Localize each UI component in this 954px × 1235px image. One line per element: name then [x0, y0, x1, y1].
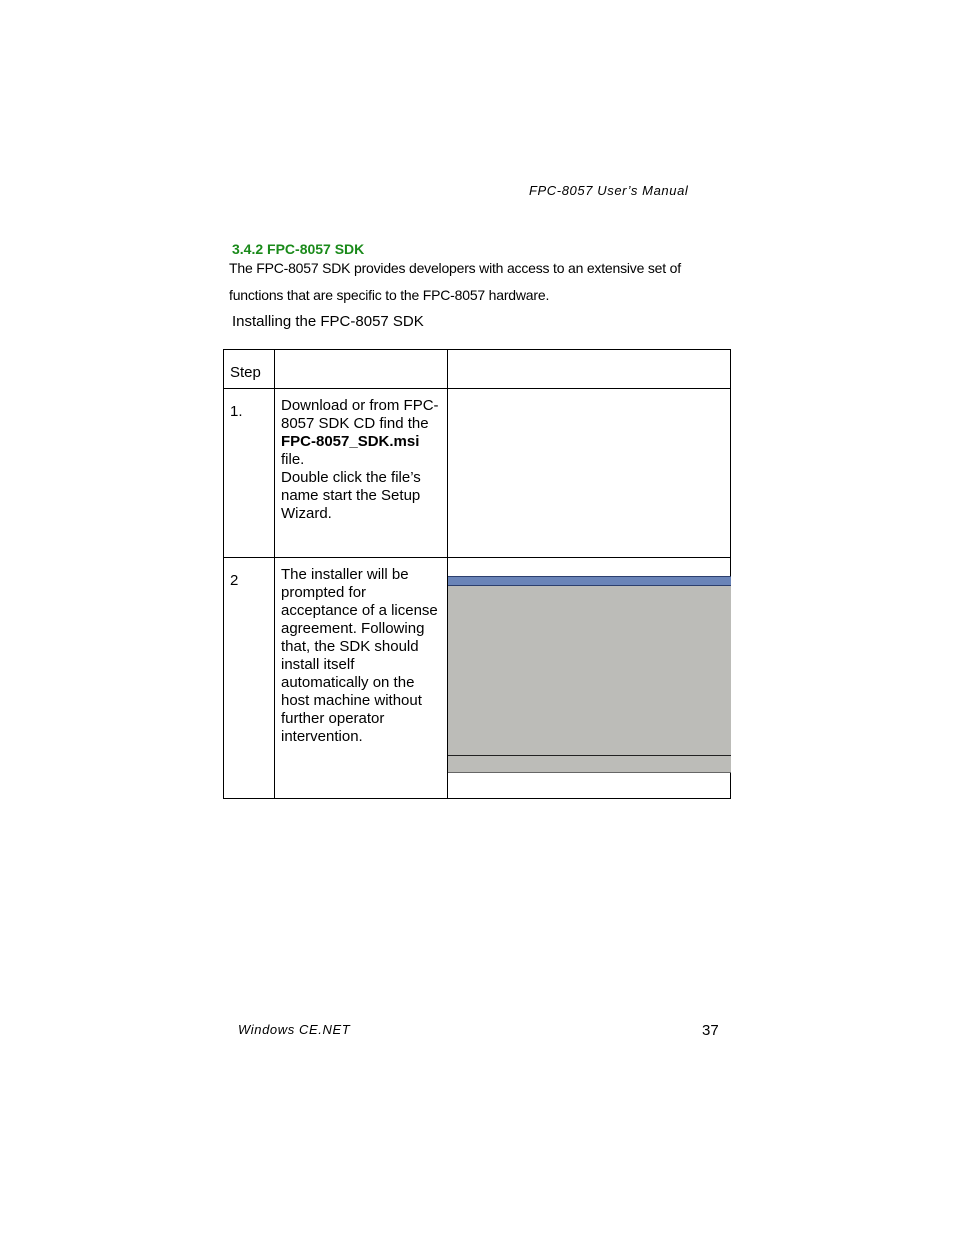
step-text: Double click the file’s name start the Setup Wizard. — [281, 469, 421, 522]
section-heading: 3.4.2 FPC-8057 SDK — [232, 241, 365, 257]
column-divider — [274, 350, 275, 798]
installer-screenshot-statusbar — [448, 756, 731, 773]
row-divider — [224, 557, 730, 558]
installer-screenshot-image — [448, 586, 731, 756]
step-column-header: Step — [230, 364, 261, 381]
step-text: Download or from FPC-8057 SDK CD find the — [281, 397, 439, 432]
row-divider — [224, 388, 730, 389]
step-number: 1. — [230, 403, 243, 420]
step-number: 2 — [230, 572, 239, 589]
install-subheading: Installing the FPC-8057 SDK — [232, 313, 424, 330]
install-steps-table — [223, 349, 731, 799]
intro-paragraph-line-1: The FPC-8057 SDK provides developers with access to an extensive set of — [229, 260, 681, 276]
manual-title: FPC-8057 User’s Manual — [529, 183, 689, 198]
step-text: file. — [281, 451, 305, 468]
installer-screenshot-titlebar — [448, 576, 731, 586]
intro-paragraph-line-2: functions that are specific to the FPC-8057 hardware. — [229, 287, 550, 303]
msi-file-name: FPC-8057_SDK.msi — [281, 433, 420, 450]
footer-os-label: Windows CE.NET — [238, 1022, 351, 1037]
step-description — [281, 397, 443, 523]
page-number: 37 — [702, 1022, 719, 1039]
step-description: The installer will be prompted for acceptance of a license agreement. Following that, the SDK should install itself automatically on the host machine without further operator intervention. — [281, 566, 438, 745]
